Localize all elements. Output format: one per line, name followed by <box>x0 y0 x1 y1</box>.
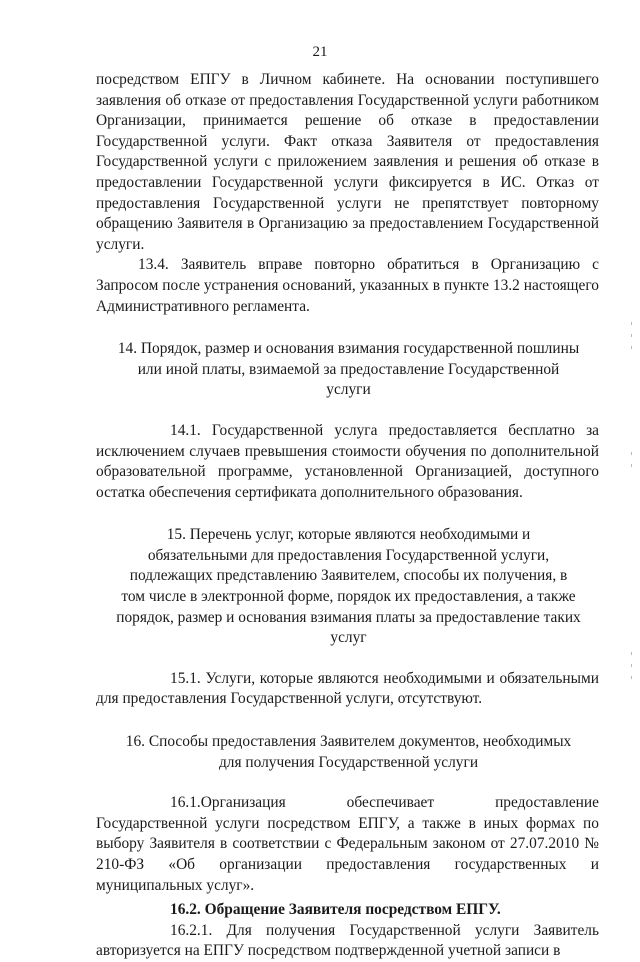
paragraph-16-1: 16.1.Организация обеспечивает предоставление Государственной услуги посредством ЕПГУ, а также в иных формах по выбору Заявителя в соответствии с Федеральным законом от 27.07.2010 № 210-ФЗ «Об организации предоставления государственных и муниципальных услуг». <box>96 794 599 894</box>
scan-mark <box>631 346 632 349</box>
scan-mark <box>631 676 632 679</box>
paragraph-refusal-continuation: посредством ЕПГУ в Личном кабинете. На основании поступившего заявления об отказе от предоставления Государственной услуги работником Организации, принимается решение об отказе в предоставлении Государственной услуги. Факт отказа Заявителя от предоставления Государственной услуги с приложением заявления и решения об отказе в предоставлении Государственной услуги фиксируется в ИС. Отказ от предоставления Государственной услуги не препятствует повторному обращению Заявителя в Организацию за предоставлением Государственной услуги. <box>96 71 599 253</box>
page-number: 21 <box>312 44 328 60</box>
scan-mark <box>631 334 632 337</box>
scan-mark <box>631 652 632 655</box>
scan-mark <box>631 664 632 667</box>
section-heading-16: 16. Способы предоставления Заявителем документов, необходимых для получения Государственной услуги <box>125 733 572 771</box>
subsection-heading-16-2: 16.2. Обращение Заявителя посредством ЕПГУ. <box>170 901 501 919</box>
section-heading-14: 14. Порядок, размер и основания взимания государственной пошлины или иной платы, взимаемой за предоставление Государственной услуги <box>117 340 580 399</box>
scan-mark <box>631 452 632 455</box>
paragraph-15-1: 15.1. Услуги, которые являются необходимыми и обязательными для предоставления Государственной услуги, отсутствуют. <box>96 669 599 708</box>
scan-mark <box>631 322 632 325</box>
paragraph-16-2-1: 16.2.1. Для получения Государственной услуги Заявитель авторизуется на ЕПГУ посредством подтвержденной учетной записи в <box>96 921 599 960</box>
document-body <box>96 70 599 962</box>
section-heading-15: 15. Перечень услуг, которые являются необходимыми и обязательными для предоставления Государственной услуги, подлежащих представлению Заявителем, способы их получения, в том числе в электронной форме, порядок их предоставления, а также порядок, размер и основания взимания платы за предоставление таких услуг <box>116 526 581 647</box>
scan-mark <box>631 464 632 467</box>
paragraph-13-4: 13.4. Заявитель вправе повторно обратиться в Организацию с Запросом после устранения оснований, указанных в пункте 13.2 настоящего Административного регламента. <box>96 256 599 315</box>
paragraph-14-1: 14.1. Государственной услуга предоставляется бесплатно за исключением случаев превышения стоимости обучения по дополнительной образовательной программе, установленной Организацией, доступного остатка обеспечения сертификата дополнительного образования. <box>96 421 599 501</box>
